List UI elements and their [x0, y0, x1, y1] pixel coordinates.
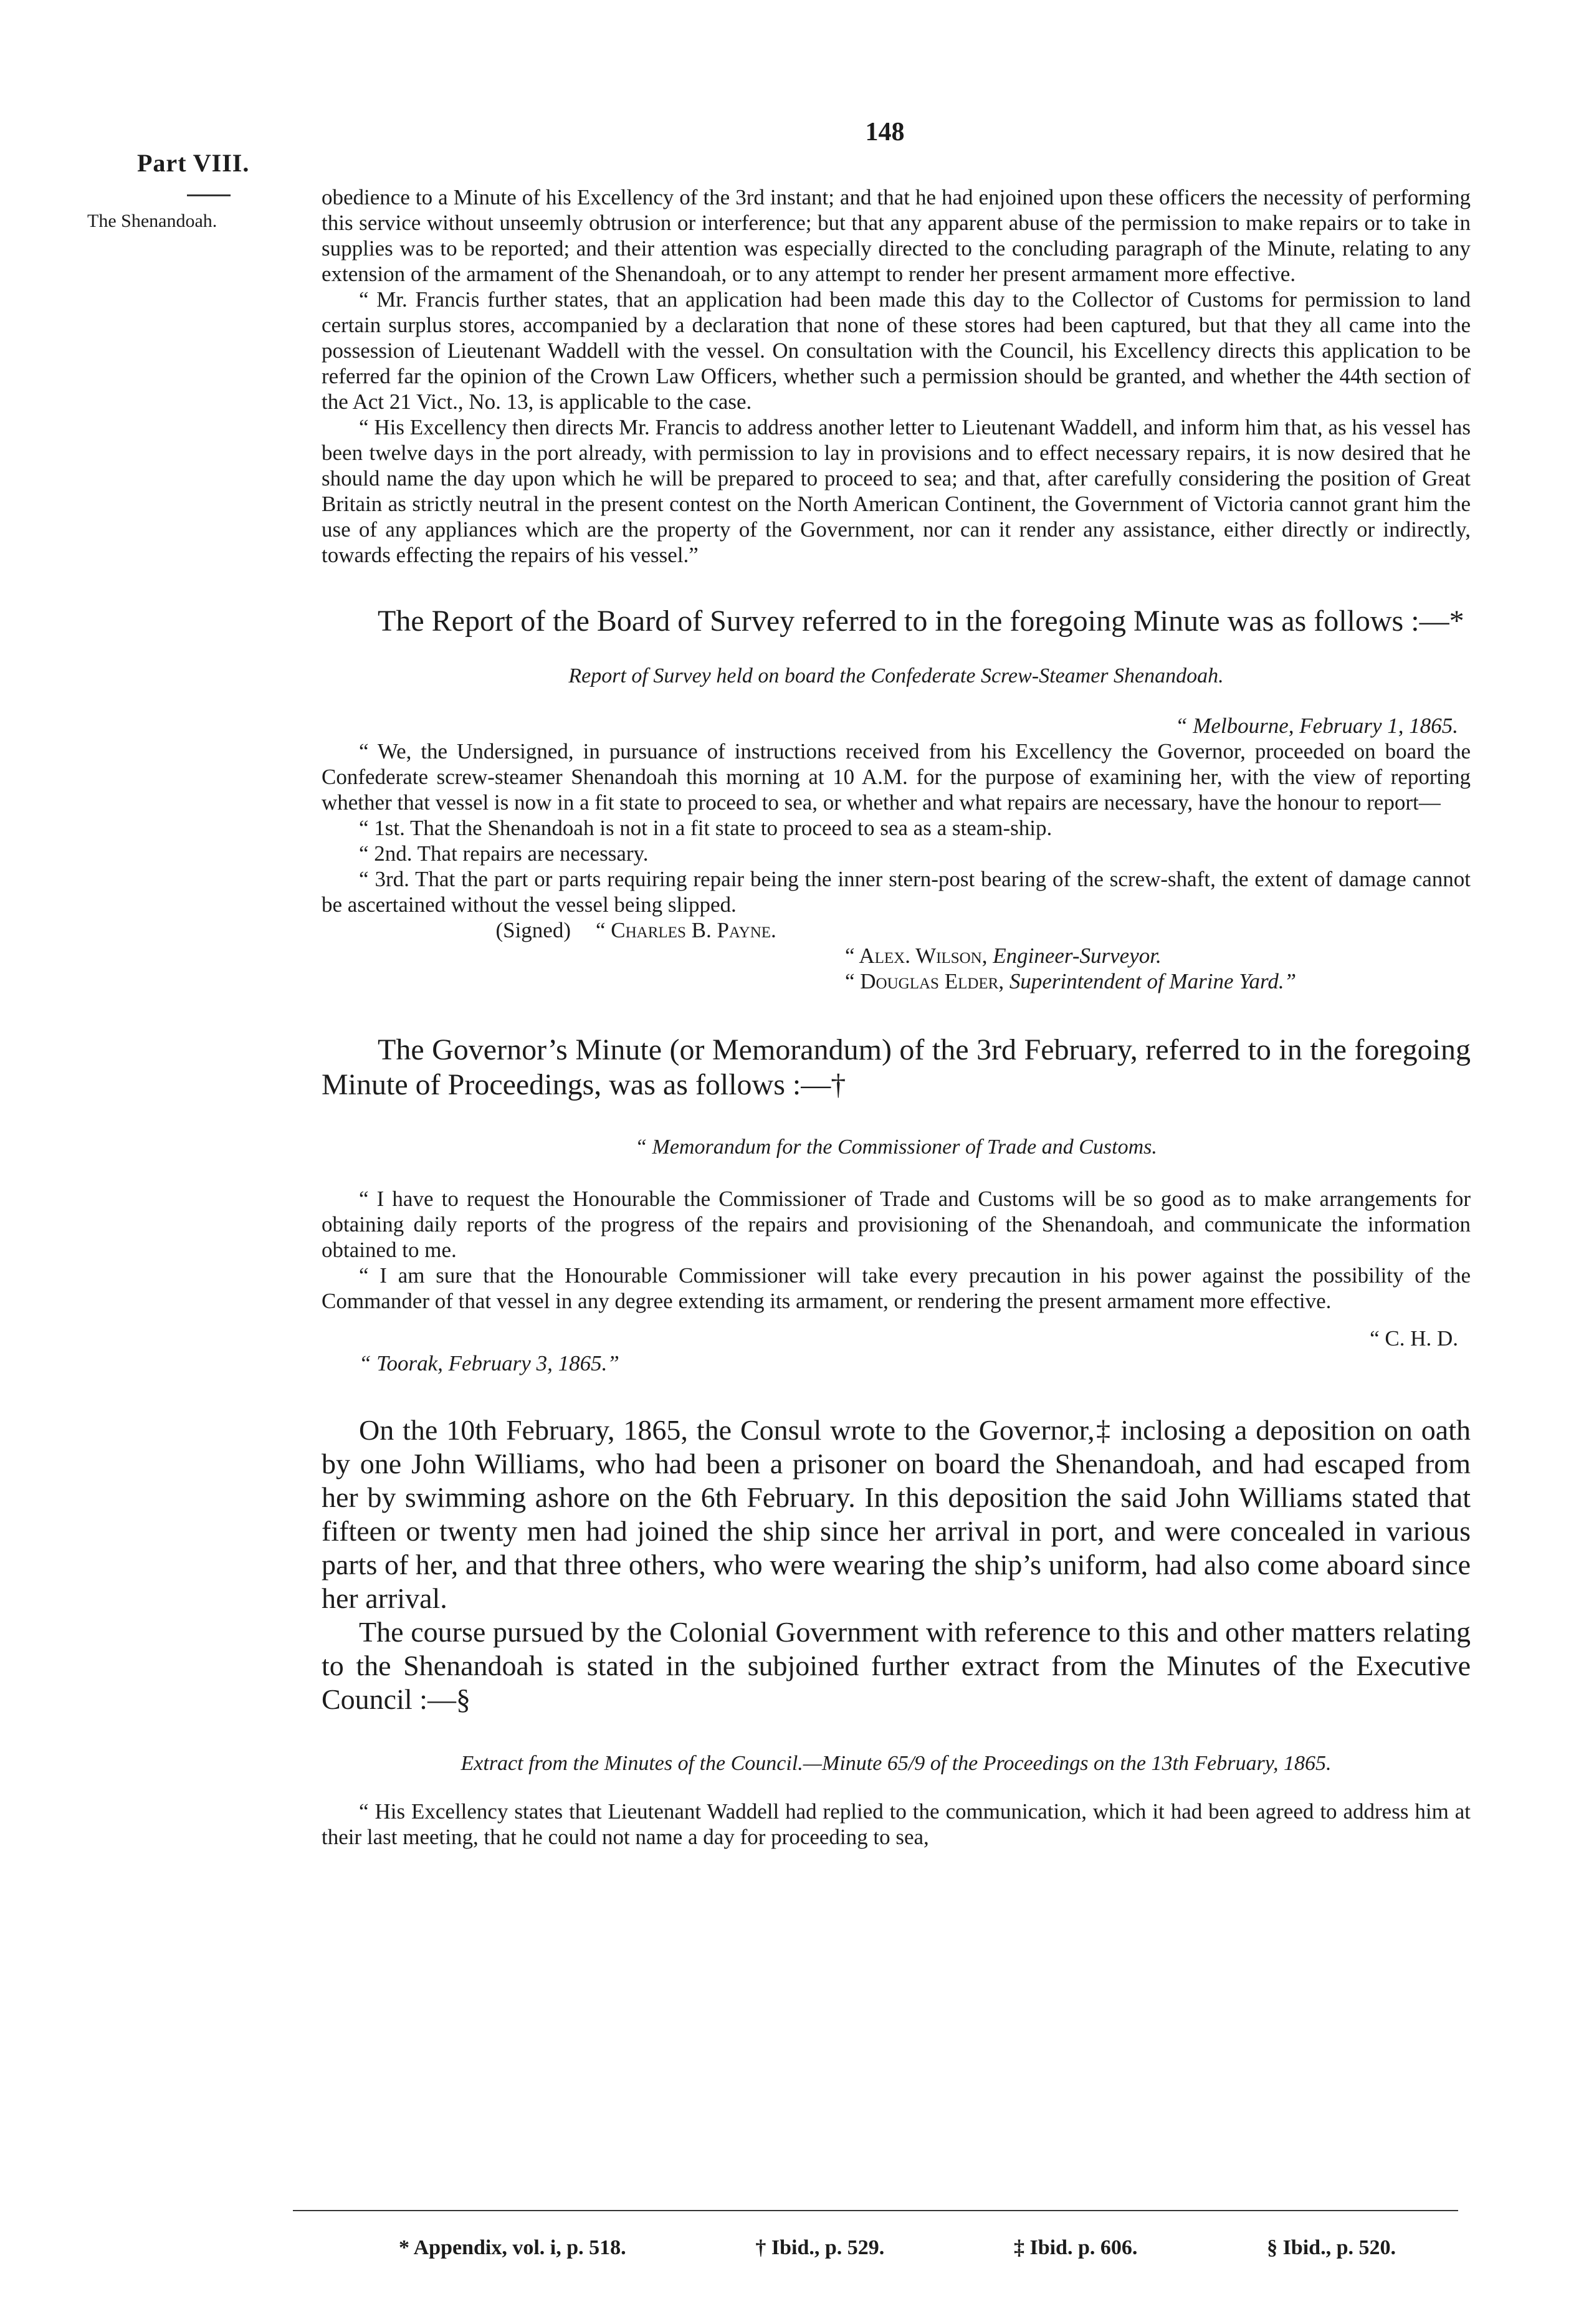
memo-heading: The Governor’s Minute (or Memorandum) of the 3rd February, referred to in the foregoing Minute of Proceedings, was as follows :—† [322, 1033, 1471, 1101]
main-text [322, 184, 1471, 1850]
memo-paragraph-2: “ I am sure that the Honourable Commissioner will take every precaution in his power against the possibility of the Commander of that vessel in any degree extending its armament, or rendering the present armament more effective. [322, 1263, 1471, 1313]
signed-label: (Signed) [495, 918, 571, 942]
footnotes [399, 2236, 1396, 2260]
memo-place-date: “ Toorak, February 3, 1865.” [359, 1351, 619, 1375]
memo-initials: “ C. H. D. [1370, 1326, 1458, 1351]
signatory-wilson: “ Alex. Wilson, Engineer-Surveyor. [845, 944, 1162, 968]
survey-dateline: “ Melbourne, February 1, 1865. [1175, 714, 1458, 738]
margin-ship-label: The Shenandoah. [87, 211, 217, 231]
survey-heading: The Report of the Board of Survey referred to in the foregoing Minute was as follows :—* [378, 605, 1464, 638]
extract-paragraph: “ His Excellency states that Lieutenant Waddell had replied to the communication, which it had been agreed to address him at their last meeting, that he could not name a day for proceeding to sea, [322, 1799, 1471, 1849]
footnote-1: * Appendix, vol. i, p. 518. [399, 2236, 626, 2259]
margin-rule [187, 194, 231, 196]
footnote-3: ‡ Ibid. p. 606. [1013, 2236, 1138, 2259]
footnote-2: † Ibid., p. 529. [755, 2236, 885, 2259]
narrative-paragraph-1: On the 10th February, 1865, the Consul wrote to the Governor,‡ inclosing a deposition on oath by one John Williams, who had been a prisoner on board the Shenandoah, and had escaped from her by swimming ashore on the 6th February. In this deposition the said John Williams stated that fifteen or twenty men had joined the ship since her arrival in port, and were concealed in various parts of her, and that three others, who were wearing the ship’s uniform, had also come aboard since her arrival. [322, 1414, 1471, 1614]
memo-paragraph-1: “ I have to request the Honourable the Commissioner of Trade and Customs will be so good as to make arrangements for obtaining daily reports of the progress of the repairs and provisioning of the Shenandoah, and communicate the information obtained to me. [322, 1187, 1471, 1262]
signatory-payne: “ Charles B. Payne. [596, 918, 776, 942]
minute-continuation-paragraph: obedience to a Minute of his Excellency of the 3rd instant; and that he had enjoined upon these officers the necessity of performing this service without unseemly obtrusion or interference; but that any apparent abuse of the permission to make repairs or to take in supplies was to be reported; and their attention was especially directed to the concluding paragraph of the Minute, relating to any extension of the armament of the Shenandoah, or to any attempt to render her present armament more effective. [322, 185, 1471, 286]
margin-part-label: Part VIII. [137, 149, 250, 177]
signature-block [322, 917, 1471, 943]
narrative-paragraph-2: The course pursued by the Colonial Government with reference to this and other matters relating to the Shenandoah is stated in the subjoined further extract from the Minutes of the Executive Council :—§ [322, 1616, 1471, 1715]
signatory-elder: “ Douglas Elder, Superintendent of Marine Yard.” [845, 969, 1297, 993]
extract-heading: Extract from the Minutes of the Council.—Minute 65/9 of the Proceedings on the 13th February, 1865. [461, 1752, 1332, 1775]
memo-subheading: “ Memorandum for the Commissioner of Trade and Customs. [635, 1136, 1157, 1159]
survey-item-2: “ 2nd. That repairs are necessary. [359, 841, 649, 866]
survey-subheading: Report of Survey held on board the Confederate Screw-Steamer Shenandoah. [568, 664, 1224, 687]
minute-letter-paragraph: “ His Excellency then directs Mr. Francis to address another letter to Lieutenant Waddell, and inform him that, as his vessel has been twelve days in the port already, with permission to lay in provisions and to effect necessary repairs, it is now desired that he should name the day upon which he will be prepared to proceed to sea; and that, after carefully considering the position of Great Britain as strictly neutral in the present contest on the North American Continent, the Government of Victoria cannot grant him the use of any appliances which are the property of the Government, nor can it render any assistance, either directly or indirectly, towards effecting the repairs of his vessel.” [322, 415, 1471, 567]
survey-item-1: “ 1st. That the Shenandoah is not in a fit state to proceed to sea as a steam-ship. [359, 816, 1052, 840]
page-number: 148 [865, 118, 905, 146]
footnote-4: § Ibid., p. 520. [1267, 2236, 1396, 2259]
survey-intro-paragraph: “ We, the Undersigned, in pursuance of instructions received from his Excellency the Governor, proceeded on board the Confederate screw-steamer Shenandoah this morning at 10 A.M. for the purpose of examining her, with the view of reporting whether that vessel is now in a fit state to proceed to sea, or whether and what repairs are necessary, have the honour to report— [322, 739, 1471, 815]
minute-customs-paragraph: “ Mr. Francis further states, that an application had been made this day to the Collector of Customs for permission to land certain surplus stores, accompanied by a declaration that none of these stores had been captured, but that they all came into the possession of Lieutenant Waddell with the vessel. On consultation with the Council, his Excellency directs this application to be referred far the opinion of the Crown Law Officers, whether such a permission should be granted, and whether the 44th section of the Act 21 Vict., No. 13, is applicable to the case. [322, 287, 1471, 414]
footnote-rule [293, 2210, 1458, 2211]
survey-item-3: “ 3rd. That the part or parts requiring repair being the inner stern-post bearing of the screw-shaft, the extent of damage cannot be ascertained without the vessel being slipped. [322, 867, 1471, 917]
